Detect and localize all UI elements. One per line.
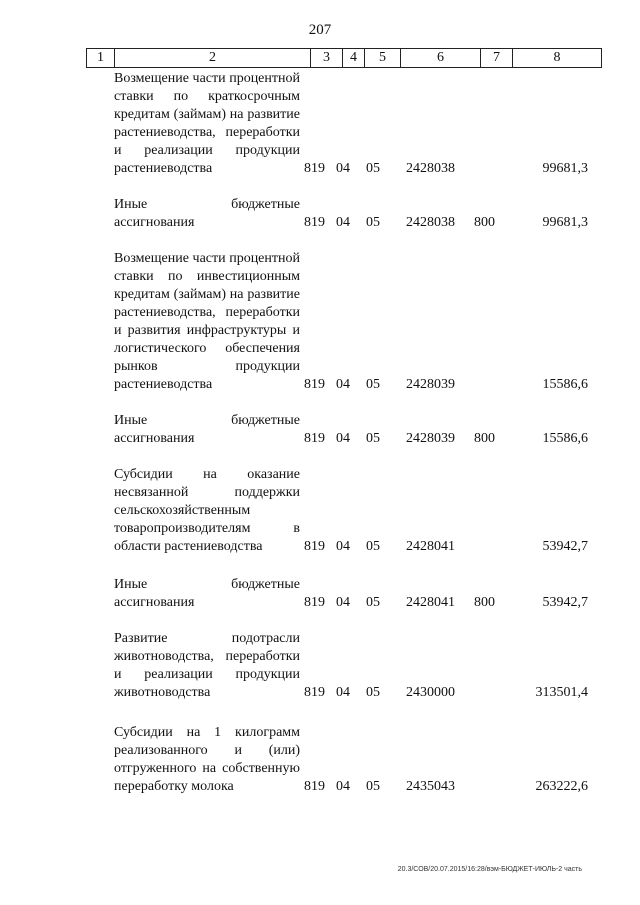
row-col-4: 04 (336, 595, 350, 610)
table-row (0, 250, 640, 394)
row-col-8: 263222,6 (535, 779, 588, 794)
row-description: Иные бюджетные ассигнования (114, 577, 300, 610)
header-col-6: 6 (401, 49, 481, 67)
row-col-8: 53942,7 (542, 595, 588, 610)
page-number: 207 (308, 22, 332, 38)
row-description: Иные бюджетные ассигнования (114, 413, 300, 446)
row-description: Возмещение части процентной ставки по инвестиционным кредитам (займам) на развитие растениеводства, переработки и развития инфраструктуры и логистического обеспечения рынков продукции растениеводства (114, 251, 300, 392)
row-col-7: 800 (474, 431, 495, 446)
row-description: Субсидии на оказание несвязанной поддержки сельскохозяйственным товаропроизводителям в области растениеводства (114, 467, 300, 554)
row-col-4: 04 (336, 685, 350, 700)
row-col-5: 05 (366, 431, 380, 446)
row-col-5: 05 (366, 779, 380, 794)
row-col-3: 819 (304, 215, 325, 230)
row-description: Иные бюджетные ассигнования (114, 197, 300, 230)
row-col-3: 819 (304, 685, 325, 700)
row-col-8: 15586,6 (542, 431, 588, 446)
header-col-2: 2 (115, 49, 311, 67)
row-col-8: 99681,3 (542, 215, 588, 230)
row-col-5: 05 (366, 215, 380, 230)
table-row (0, 724, 640, 796)
row-col-6: 2428039 (406, 431, 455, 446)
footer-reference: 20.3/СОВ/20.07.2015/16:28/вэм-БЮДЖЕТ-ИЮЛЬ-2 часть (397, 866, 582, 873)
row-col-6: 2430000 (406, 685, 455, 700)
row-col-3: 819 (304, 779, 325, 794)
table-header (86, 48, 602, 68)
table-row (0, 70, 640, 178)
table-row (0, 412, 640, 448)
row-col-3: 819 (304, 377, 325, 392)
row-col-5: 05 (366, 377, 380, 392)
table-row (0, 466, 640, 556)
row-col-4: 04 (336, 539, 350, 554)
row-col-6: 2428041 (406, 539, 455, 554)
row-col-3: 819 (304, 161, 325, 176)
row-col-5: 05 (366, 161, 380, 176)
row-col-4: 04 (336, 215, 350, 230)
row-col-5: 05 (366, 539, 380, 554)
table-row (0, 576, 640, 612)
row-col-6: 2435043 (406, 779, 455, 794)
row-col-4: 04 (336, 377, 350, 392)
row-col-8: 99681,3 (542, 161, 588, 176)
row-col-6: 2428038 (406, 215, 455, 230)
row-col-8: 53942,7 (542, 539, 588, 554)
row-description: Развитие подотрасли животноводства, переработки и реализации продукции животноводства (114, 631, 300, 700)
row-col-8: 15586,6 (542, 377, 588, 392)
row-col-6: 2428041 (406, 595, 455, 610)
row-col-7: 800 (474, 215, 495, 230)
header-col-1: 1 (87, 49, 115, 67)
header-col-4: 4 (343, 49, 365, 67)
table-row (0, 196, 640, 232)
row-col-4: 04 (336, 161, 350, 176)
table-row (0, 630, 640, 702)
row-col-3: 819 (304, 431, 325, 446)
header-col-8: 8 (553, 50, 561, 65)
header-col-7: 7 (481, 49, 513, 67)
header-col-5: 5 (365, 49, 401, 67)
row-col-5: 05 (366, 595, 380, 610)
row-description: Возмещение части процентной ставки по краткосрочным кредитам (займам) на развитие растениеводства, переработки и реализации продукции растениеводства (114, 71, 300, 176)
row-col-3: 819 (304, 539, 325, 554)
row-col-7: 800 (474, 595, 495, 610)
row-col-3: 819 (304, 595, 325, 610)
header-col-3: 3 (311, 49, 343, 67)
row-description: Субсидии на 1 килограмм реализованного и (или) отгруженного на собственную переработку молока (114, 725, 300, 794)
row-col-6: 2428038 (406, 161, 455, 176)
row-col-4: 04 (336, 431, 350, 446)
row-col-5: 05 (366, 685, 380, 700)
row-col-6: 2428039 (406, 377, 455, 392)
row-col-4: 04 (336, 779, 350, 794)
row-col-8: 313501,4 (535, 685, 588, 700)
